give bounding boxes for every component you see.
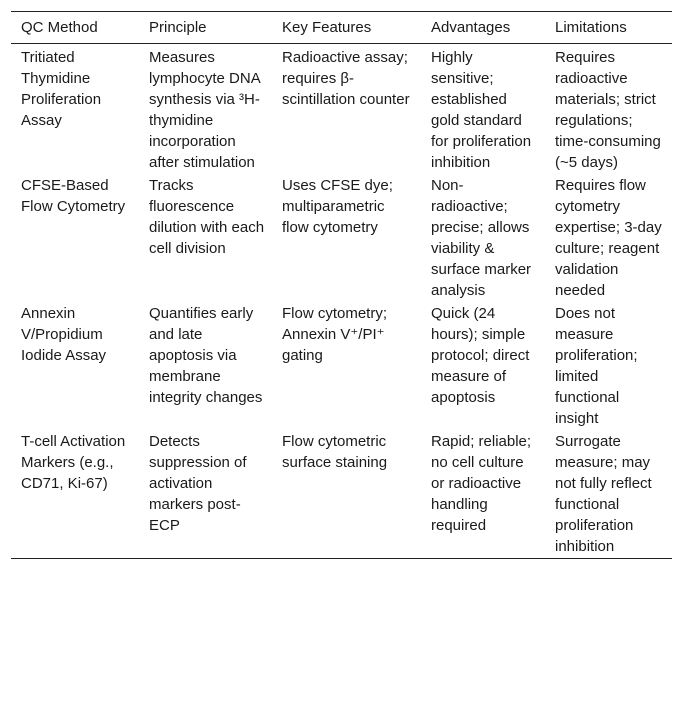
header-advantages: Advantages: [431, 19, 511, 36]
cell-principle: Tracks fluorescence dilution with each cell division: [149, 177, 265, 257]
cell-qc-method: CFSE-Based Flow Cytometry: [21, 177, 126, 215]
cell-principle: Detects suppression of activation markers post-ECP: [149, 433, 247, 534]
cell-advantages: Non-radioactive; precise; allows viability & surface marker analysis: [431, 177, 532, 299]
cell-key-features: Flow cytometric surface staining: [282, 433, 388, 471]
header-limitations: Limitations: [555, 19, 627, 36]
table-row: [11, 44, 672, 175]
table-row: [11, 174, 672, 302]
cell-key-features: Uses CFSE dye; multiparametric flow cytometry: [282, 177, 393, 236]
cell-qc-method: Annexin V/Propidium Iodide Assay: [21, 305, 107, 364]
cell-advantages: Quick (24 hours); simple protocol; direct measure of apoptosis: [431, 305, 530, 406]
cell-qc-method: T-cell Activation Markers (e.g., CD71, Ki-67): [21, 433, 126, 492]
table-row: [11, 302, 672, 430]
table-header-row: [11, 12, 672, 44]
header-key-features: Key Features: [282, 19, 372, 36]
cell-key-features: Flow cytometry; Annexin V⁺/PI⁺ gating: [282, 305, 388, 364]
cell-advantages: Rapid; reliable; no cell culture or radioactive handling required: [431, 433, 532, 534]
qc-methods-table-container: [11, 11, 672, 559]
cell-limitations: Requires flow cytometry expertise; 3-day culture; reagent validation needed: [555, 177, 662, 299]
cell-key-features: Radioactive assay; requires β-scintillation counter: [282, 49, 410, 108]
cell-limitations: Requires radioactive materials; strict regulations; time-consuming (~5 days): [555, 49, 661, 171]
cell-principle: Quantifies early and late apoptosis via membrane integrity changes: [149, 305, 263, 406]
cell-principle: Measures lymphocyte DNA synthesis via ³H-thymidine incorporation after stimulation: [149, 49, 260, 171]
cell-qc-method: Tritiated Thymidine Proliferation Assay: [21, 49, 102, 129]
header-principle: Principle: [149, 19, 207, 36]
cell-advantages: Highly sensitive; established gold standard for proliferation inhibition: [431, 49, 532, 171]
table-row: [11, 430, 672, 559]
qc-methods-table: [11, 11, 672, 559]
header-qc-method: QC Method: [21, 19, 98, 36]
cell-limitations: Does not measure proliferation; limited functional insight: [555, 305, 638, 427]
cell-limitations: Surrogate measure; may not fully reflect functional proliferation inhibition: [555, 433, 652, 555]
